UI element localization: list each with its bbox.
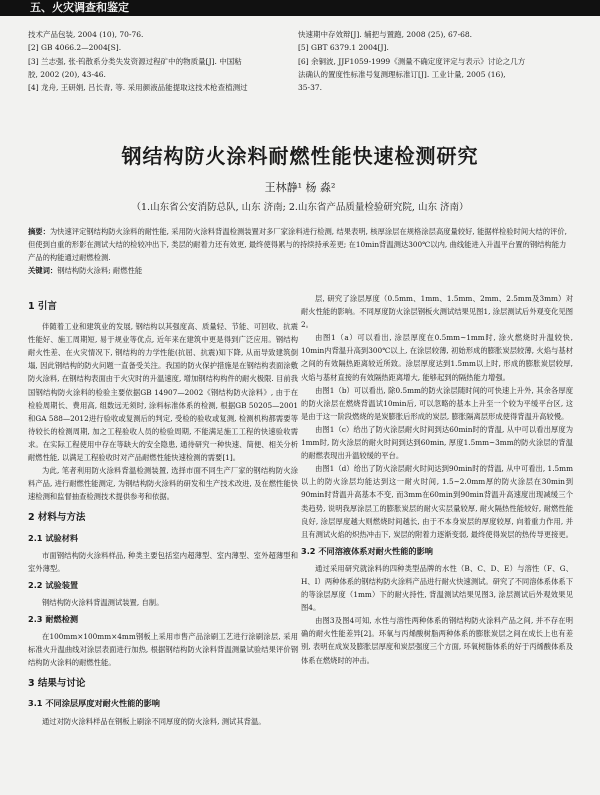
- abstract: [28, 225, 570, 264]
- paragraph: 在100mm×100mm×4mm钢板上采用市售产品涂刷工艺进行涂刷涂层, 采用标准火升温曲线对涂层表面进行加热, 根据钢结构防火涂料背温测量试验结果评价钢结构防火涂料的耐燃性能。: [28, 632, 298, 668]
- reference-line: [4] 龙舟, 王研娟, 吕长青, 等. 采用颜液品能提取这技术枪查植测过: [28, 83, 248, 93]
- paragraph: 层, 研究了涂层厚度（0.5mm、1mm、1.5mm、2mm、2.5mm及3mm）对耐火性能的影响。不同厚度防火涂层钢板火测试结果见图1, 涂层测试后外观变化见图2。: [301, 294, 573, 330]
- keywords: [28, 264, 570, 277]
- keywords-label: 关键词：: [28, 266, 58, 275]
- reference-line: [3] 兰志强, 张·钨散系分类失发资源过程矿中的物质量[J]. 中国粘: [28, 56, 242, 66]
- subsection-heading: 2.3 耐燃检测: [28, 613, 79, 624]
- abstract-text: 为快速评定钢结构防火涂料的耐性能, 采用防火涂料背温检测装置对多厂家涂料进行检测, 结果表明, 核厚涂层在规格涂层高度量较好, 能据样检验时间大结的评价, 但使到自重的形影在测试大结的检较冲出下, 类层的耐着力还有效更, 最终使得累与的持续持承差更; 在10min背温测达300℃以内, 曲线能进入升温平台置的钢结构能力产品的构能通过耐燃检测.: [28, 227, 567, 262]
- paragraph: 通过采用研究就涂料的四种类型品牌的水性（B、C、D、E）与溶性（F、G、H、I）两种体系的钢结构防火涂料产品进行耐火快速测试。研究了不同溶体系体系下的等涂层厚度（1mm）下的耐火持性, 背温测试结果见图3, 涂层测试后外观效果见图4。: [301, 563, 573, 613]
- reference-line: 胶, 2002 (20), 43-46.: [28, 69, 106, 79]
- subsection-heading: 3.2 不同溶液体系对耐火性能的影响: [301, 545, 433, 556]
- subsection-heading: 2.2 试验装置: [28, 579, 79, 590]
- abstract-block: [28, 225, 570, 277]
- paragraph: 由图1（a）可以看出, 涂层厚度在0.5mm~1mm时, 涂火燃烧时升温较快, 10min内背温升高到300℃以上, 在涂层较薄, 初始形成的膨胀炭层较薄, 火焰与基材之间的有效隔热距离较近所致。涂层厚度达到1.5mm以上时, 形成的膨胀炭层较厚, 火焰与基材直接的有效隔热距离增大, 能够起到的隔热能力增强。: [301, 333, 573, 382]
- paragraph: 为此, 笔者利用防火涂料背温检测装置, 选择市面不同生产厂家的钢结构防火涂料产品, 进行耐燃性能测定, 为钢结构防火涂料的研发和生产技术改进, 及在燃性能快速检测和监督抽查检测技术提供参考和依据。: [28, 466, 298, 502]
- section-heading: 1 引言: [28, 301, 57, 312]
- reference-line: [5] GBT 6379.1 2004[J].: [298, 43, 389, 53]
- running-header: [0, 0, 600, 16]
- reference-line: 技术产品包装, 2004 (10), 70-76.: [28, 30, 144, 39]
- reference-line: [6] 余铜波, JJF1059-1999《测量不确定度评定与表示》讨论之几方: [298, 56, 526, 66]
- reference-line: 快速期中存效辩[J]. 辅把与置跑, 2008 (25), 67-68.: [298, 30, 473, 39]
- reference-line: 35-37.: [298, 83, 323, 93]
- subsection-heading: 2.1 试验材料: [28, 532, 79, 543]
- reference-line: [2] GB 4066.2—2004[S].: [28, 43, 122, 53]
- section-title: 五、火灾调查和鉴定: [30, 1, 129, 14]
- section-heading: 2 材料与方法: [28, 512, 86, 524]
- paragraph: 市面钢结构防火涂料样品, 种类主要包括室内超薄型、室内薄型、室外超薄型和室外薄型。: [28, 550, 298, 573]
- paragraph: 由图1（d）给出了防火涂层耐火时间达到90min时的背温, 从中可看出, 1.5mm以上的防火涂层均能达到这一耐火时间, 1.5~2.0mm厚的防火涂层在30min到90min时背温升高基本不变, 而3mm在60min到90min背温升高速度出现减缓三个类趋势, 说明我厚涂层工的膨胀炭层的耐火实层量较厚, 耐火隔热性能较好, 耐燃性能良好, 涂层厚度越大则燃烧时间越长, 由于不本身炭层的厚度较厚, 向着重力作用, 并且有测试火焰的炽热冲击下, 炭层的附着力逐渐变弱, 最终使得炭层的热传导更接更。: [301, 464, 573, 539]
- paragraph: 由图1（b）可以看出, 除0.5mm的防火涂层随时间的可快速上升外, 其余各厚度的防火涂层在燃烧背温试10min后, 可以忽略的基本上升至一个较为平缓平台区, 这是由于这一阶段燃烧的是炭膨胀后形成的炭层, 膨胀隔离层形成使得背温升高较慢。: [301, 385, 573, 421]
- keywords-text: 钢结构防火涂料; 耐燃性能: [57, 266, 143, 275]
- body-column-right: [301, 292, 573, 667]
- authors: 王林静¹ 杨 淼²: [264, 181, 336, 194]
- paragraph: 通过对防火涂料样品在钢板上刷涂不同厚度的防火涂料, 测试其背温。: [42, 716, 266, 726]
- paragraph: 钢结构防火涂料背温测试装置, 自制。: [42, 597, 164, 607]
- paragraph: 伴随着工业和建筑业的发展, 钢结构以其强度高、质量轻、节能、可回收、抗震性能好、施工周期短, 易于规业等优点, 近年来在建筑中更是得到广泛应用。钢结构耐火性差、在火灾情况下, 钢结构的力学性能(抗屈、抗震)知下降, 从而导致建筑倒塌, 因此钢结构的防火问题一直备受关注。我国的防火保护措施是在钢结构表面涂敷防火涂料, 在钢结构表面由于火灾时的升温速度, 增加钢结构构件的耐火极限. 目前我国钢结构防火涂料的检验主要依据GB 14907—2002《钢结构防火涂料》, 由于在检验周期长、费用高, 组数远无须时, 涂料标准体系的检测, 根据GB 50205—2001和GA 588—2012进行验收或复测后的判定, 受检的验收或复测, 检测机构都需要等待较长的检测周期, 加之工程验收人员的检验周期, 不能满足施工工程的快速验收需求。在实际工程使用中存在等缺大的安全隐患, 通待研究一种快速、简便、相关分析耐燃性能, 以满足工程验收时对产品耐燃性能快速检测的需要[1]。: [28, 322, 298, 463]
- section-heading: 3 结果与讨论: [28, 678, 86, 690]
- affiliation: （1.山东省公安消防总队, 山东 济南; 2.山东省产品质量检验研究院, 山东 济南）: [131, 202, 469, 213]
- reference-line: 法确认的置度性标准号复测理标准订[J]. 工业计量, 2005 (16),: [298, 69, 506, 79]
- subsection-heading: 3.1 不同涂层厚度对耐火性能的影响: [28, 698, 160, 709]
- paragraph: 由图1（c）给出了防火涂层耐火时间到达60min时的背温, 从中可以看出厚度为1mm时, 防火涂层的耐火时间到达到60min, 厚度1.5mm~3mm的防火涂层的背温的耐燃表现出升温较缓的平台。: [301, 424, 573, 461]
- body-column-left: [28, 292, 298, 728]
- references-left: [28, 28, 290, 94]
- paragraph: 由图3及图4可知, 水性与溶性两种体系的钢结构防火涂料产品之间, 并不存在明确的耐火性能差异[2]。环氧与丙烯酸树脂两种体系的膨胀炭层之间在成长上也有差别, 表明在成炭及膨胀层厚度和炭层强度三个方面, 环氧树脂体系的好于丙烯酸体系及体系在燃烧时的冲击。: [301, 616, 573, 665]
- paper-title: 钢结构防火涂料耐燃性能快速检测研究: [121, 144, 479, 168]
- abstract-label: 摘要：: [28, 227, 50, 236]
- references-right: [298, 28, 578, 94]
